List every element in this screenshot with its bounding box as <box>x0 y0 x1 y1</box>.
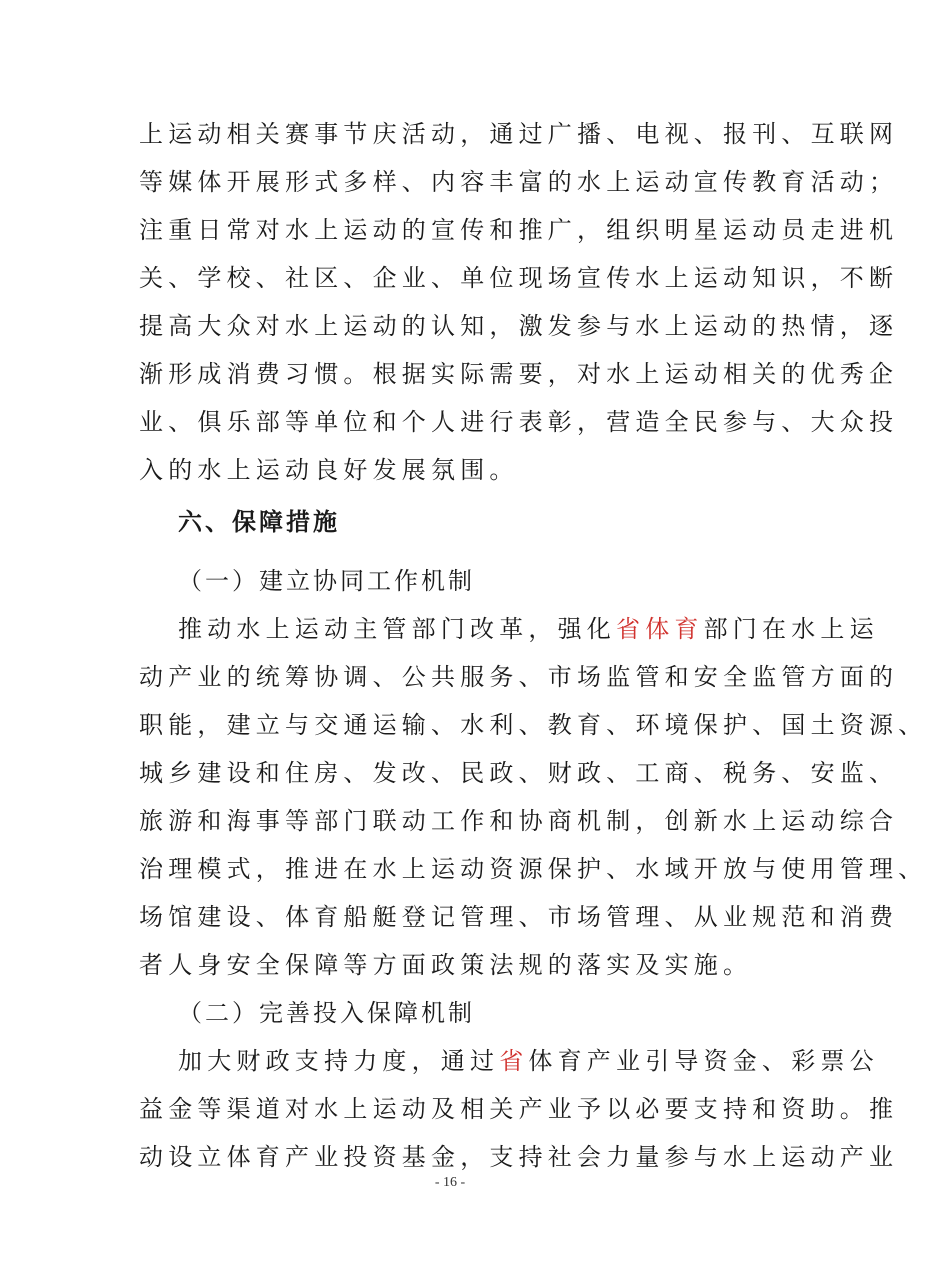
paragraph-line: 上运动相关赛事节庆活动，通过广播、电视、报刊、互联网 <box>139 120 899 148</box>
paragraph-line: 入的水上运动良好发展氛围。 <box>139 456 519 484</box>
paragraph-line: 注重日常对水上运动的宣传和推广，组织明星运动员走进机 <box>139 216 899 244</box>
paragraph-line: 场馆建设、体育船艇登记管理、市场管理、从业规范和消费 <box>139 903 899 931</box>
paragraph-line: 业、俱乐部等单位和个人进行表彰，营造全民参与、大众投 <box>139 408 899 436</box>
text-run: 加大财政支持力度，通过 <box>178 1047 500 1075</box>
highlighted-text: 省体育 <box>616 615 704 643</box>
text-run: 体育产业引导资金、彩票公 <box>528 1047 879 1075</box>
section-heading: 六、保障措施 <box>178 508 340 536</box>
paragraph-line: 等媒体开展形式多样、内容丰富的水上运动宣传教育活动； <box>139 168 899 196</box>
text-run: 部门在水上运 <box>703 615 879 643</box>
paragraph-line: 益金等渠道对水上运动及相关产业予以必要支持和资助。推 <box>139 1095 899 1123</box>
page-number: - 16 - <box>434 1175 466 1190</box>
paragraph-line: 治理模式，推进在水上运动资源保护、水域开放与使用管理、 <box>139 855 927 883</box>
subsection-heading: （一）建立协同工作机制 <box>178 567 475 595</box>
paragraph-line <box>178 1041 879 1081</box>
paragraph-line: 动设立体育产业投资基金，支持社会力量参与水上运动产业 <box>139 1143 899 1171</box>
paragraph-line: 关、学校、社区、企业、单位现场宣传水上运动知识，不断 <box>139 264 899 292</box>
paragraph-line: 旅游和海事等部门联动工作和协商机制，创新水上运动综合 <box>139 807 899 835</box>
paragraph-line: 者人身安全保障等方面政策法规的落实及实施。 <box>139 951 753 979</box>
paragraph-line: 城乡建设和住房、发改、民政、财政、工商、税务、安监、 <box>139 759 899 787</box>
highlighted-text: 省 <box>499 1047 529 1075</box>
paragraph-line: 动产业的统筹协调、公共服务、市场监管和安全监管方面的 <box>139 663 899 691</box>
paragraph-line <box>178 609 879 649</box>
paragraph-line: 渐形成消费习惯。根据实际需要，对水上运动相关的优秀企 <box>139 360 899 388</box>
paragraph-line: 职能，建立与交通运输、水利、教育、环境保护、国土资源、 <box>139 711 927 739</box>
paragraph-line: 提高大众对水上运动的认知，激发参与水上运动的热情，逐 <box>139 312 899 340</box>
subsection-heading: （二）完善投入保障机制 <box>178 999 475 1027</box>
text-run: 推动水上运动主管部门改革，强化 <box>178 615 616 643</box>
